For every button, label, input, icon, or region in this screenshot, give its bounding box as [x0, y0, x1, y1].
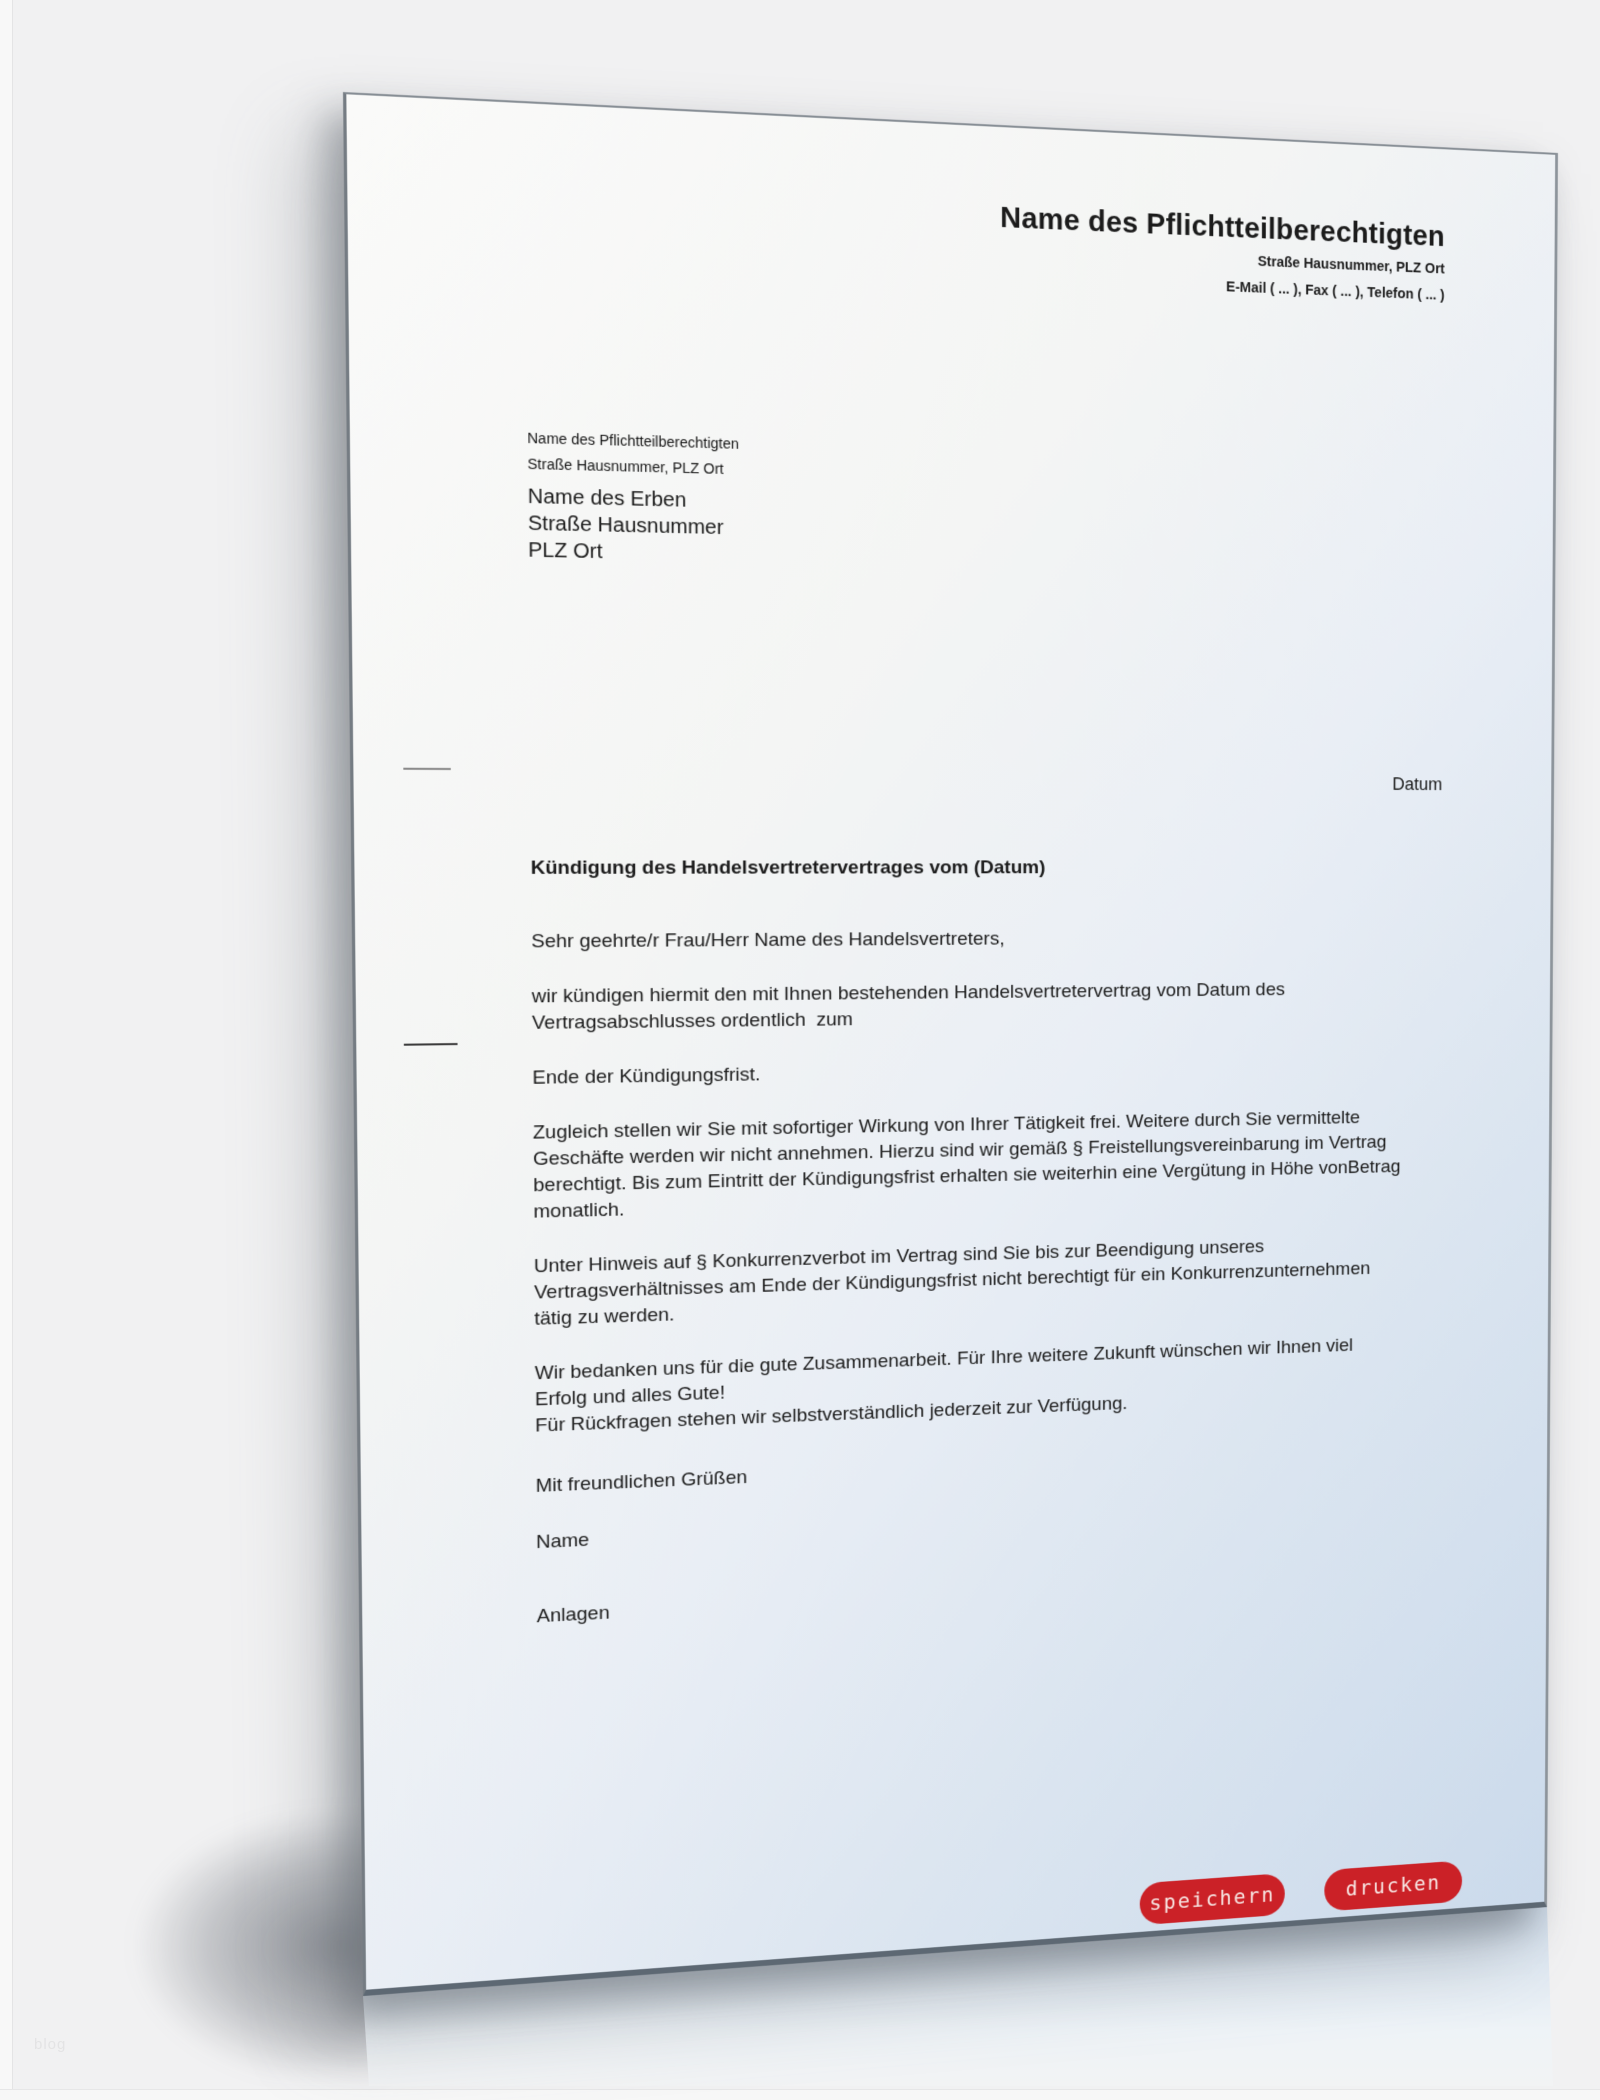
- paragraph-1: wir kündigen hiermit den mit Ihnen bestehenden Handelsvertretervertrag vom Datum des Vertragsabschlusses ordentlich zum: [531, 979, 1285, 1034]
- letter-document-sheet: [343, 92, 1558, 1996]
- sender-block: [527, 425, 739, 482]
- letterhead-name: Name des Pflichtteilberechtigten: [1000, 201, 1445, 253]
- sender-line-1: Name des Pflichtteilberechtigten: [527, 429, 739, 452]
- signature-name: Name: [536, 1529, 590, 1554]
- recipient-city: PLZ Ort: [528, 539, 603, 564]
- save-button[interactable]: speichern: [1140, 1873, 1285, 1925]
- enclosures-label: Anlagen: [536, 1602, 610, 1628]
- paragraph-5: Wir bedanken uns für die gute Zusammenarbeit. Für Ihre weitere Zukunft wünschen wir Ihnen viel Erfolg und alles Gute! Für Rückfragen stehen wir selbstverständlich jederzeit zur Verfügung.: [534, 1335, 1354, 1437]
- closing-formula: Mit freundlichen Grüßen: [535, 1467, 748, 1497]
- date-placeholder: Datum: [1392, 774, 1443, 794]
- paragraph-4: Unter Hinweis auf § Konkurrenzverbot im Vertrag sind Sie bis zur Beendigung unseres Vertragsverhältnisses am Ende der Kündigungsfrist nicht berechtigt für ein Konkurrenzunternehmen tätig zu werden.: [533, 1236, 1371, 1330]
- subject-line: Kündigung des Handelsvertretervertrages vom (Datum): [530, 857, 1046, 879]
- recipient-block: [528, 483, 724, 567]
- letter-body: [531, 924, 1485, 1439]
- left-margin-strip: [0, 0, 13, 2100]
- letterhead-address: Straße Hausnummer, PLZ Ort: [1257, 252, 1445, 277]
- fold-mark-top: [403, 768, 450, 770]
- print-button[interactable]: drucken: [1324, 1860, 1462, 1911]
- recipient-name: Name des Erben: [527, 485, 687, 512]
- fold-mark-bottom: [404, 1043, 458, 1046]
- sheet-corner-shadow: [138, 1812, 388, 2072]
- paragraph-2: Ende der Kündigungsfrist.: [532, 1064, 761, 1089]
- watermark-text: blog: [34, 2036, 67, 2053]
- letterhead: [1000, 200, 1445, 308]
- recipient-street: Straße Hausnummer: [527, 512, 724, 540]
- paragraph-3: Zugleich stellen wir Sie mit sofortiger Wirkung von Ihrer Tätigkeit frei. Weitere durch Sie vermittelte Geschäfte werden wir nicht annehmen. Hierzu sind wir gemäß § Freistellungsvereinbarung im Vertrag berechtigt. Bis zum Eintritt der Kündigungsfrist erhalten sie weiterhin eine Vergütung in Höhe vonBetrag monatlich.: [532, 1107, 1401, 1223]
- sender-line-2: Straße Hausnummer, PLZ Ort: [527, 455, 724, 477]
- salutation: Sehr geehrte/r Frau/Herr Name des Handelsvertreters,: [531, 928, 1005, 953]
- bottom-margin-strip: [0, 2089, 1600, 2100]
- letterhead-contact: E-Mail ( ... ), Fax ( ... ), Telefon ( ... ): [1226, 278, 1445, 303]
